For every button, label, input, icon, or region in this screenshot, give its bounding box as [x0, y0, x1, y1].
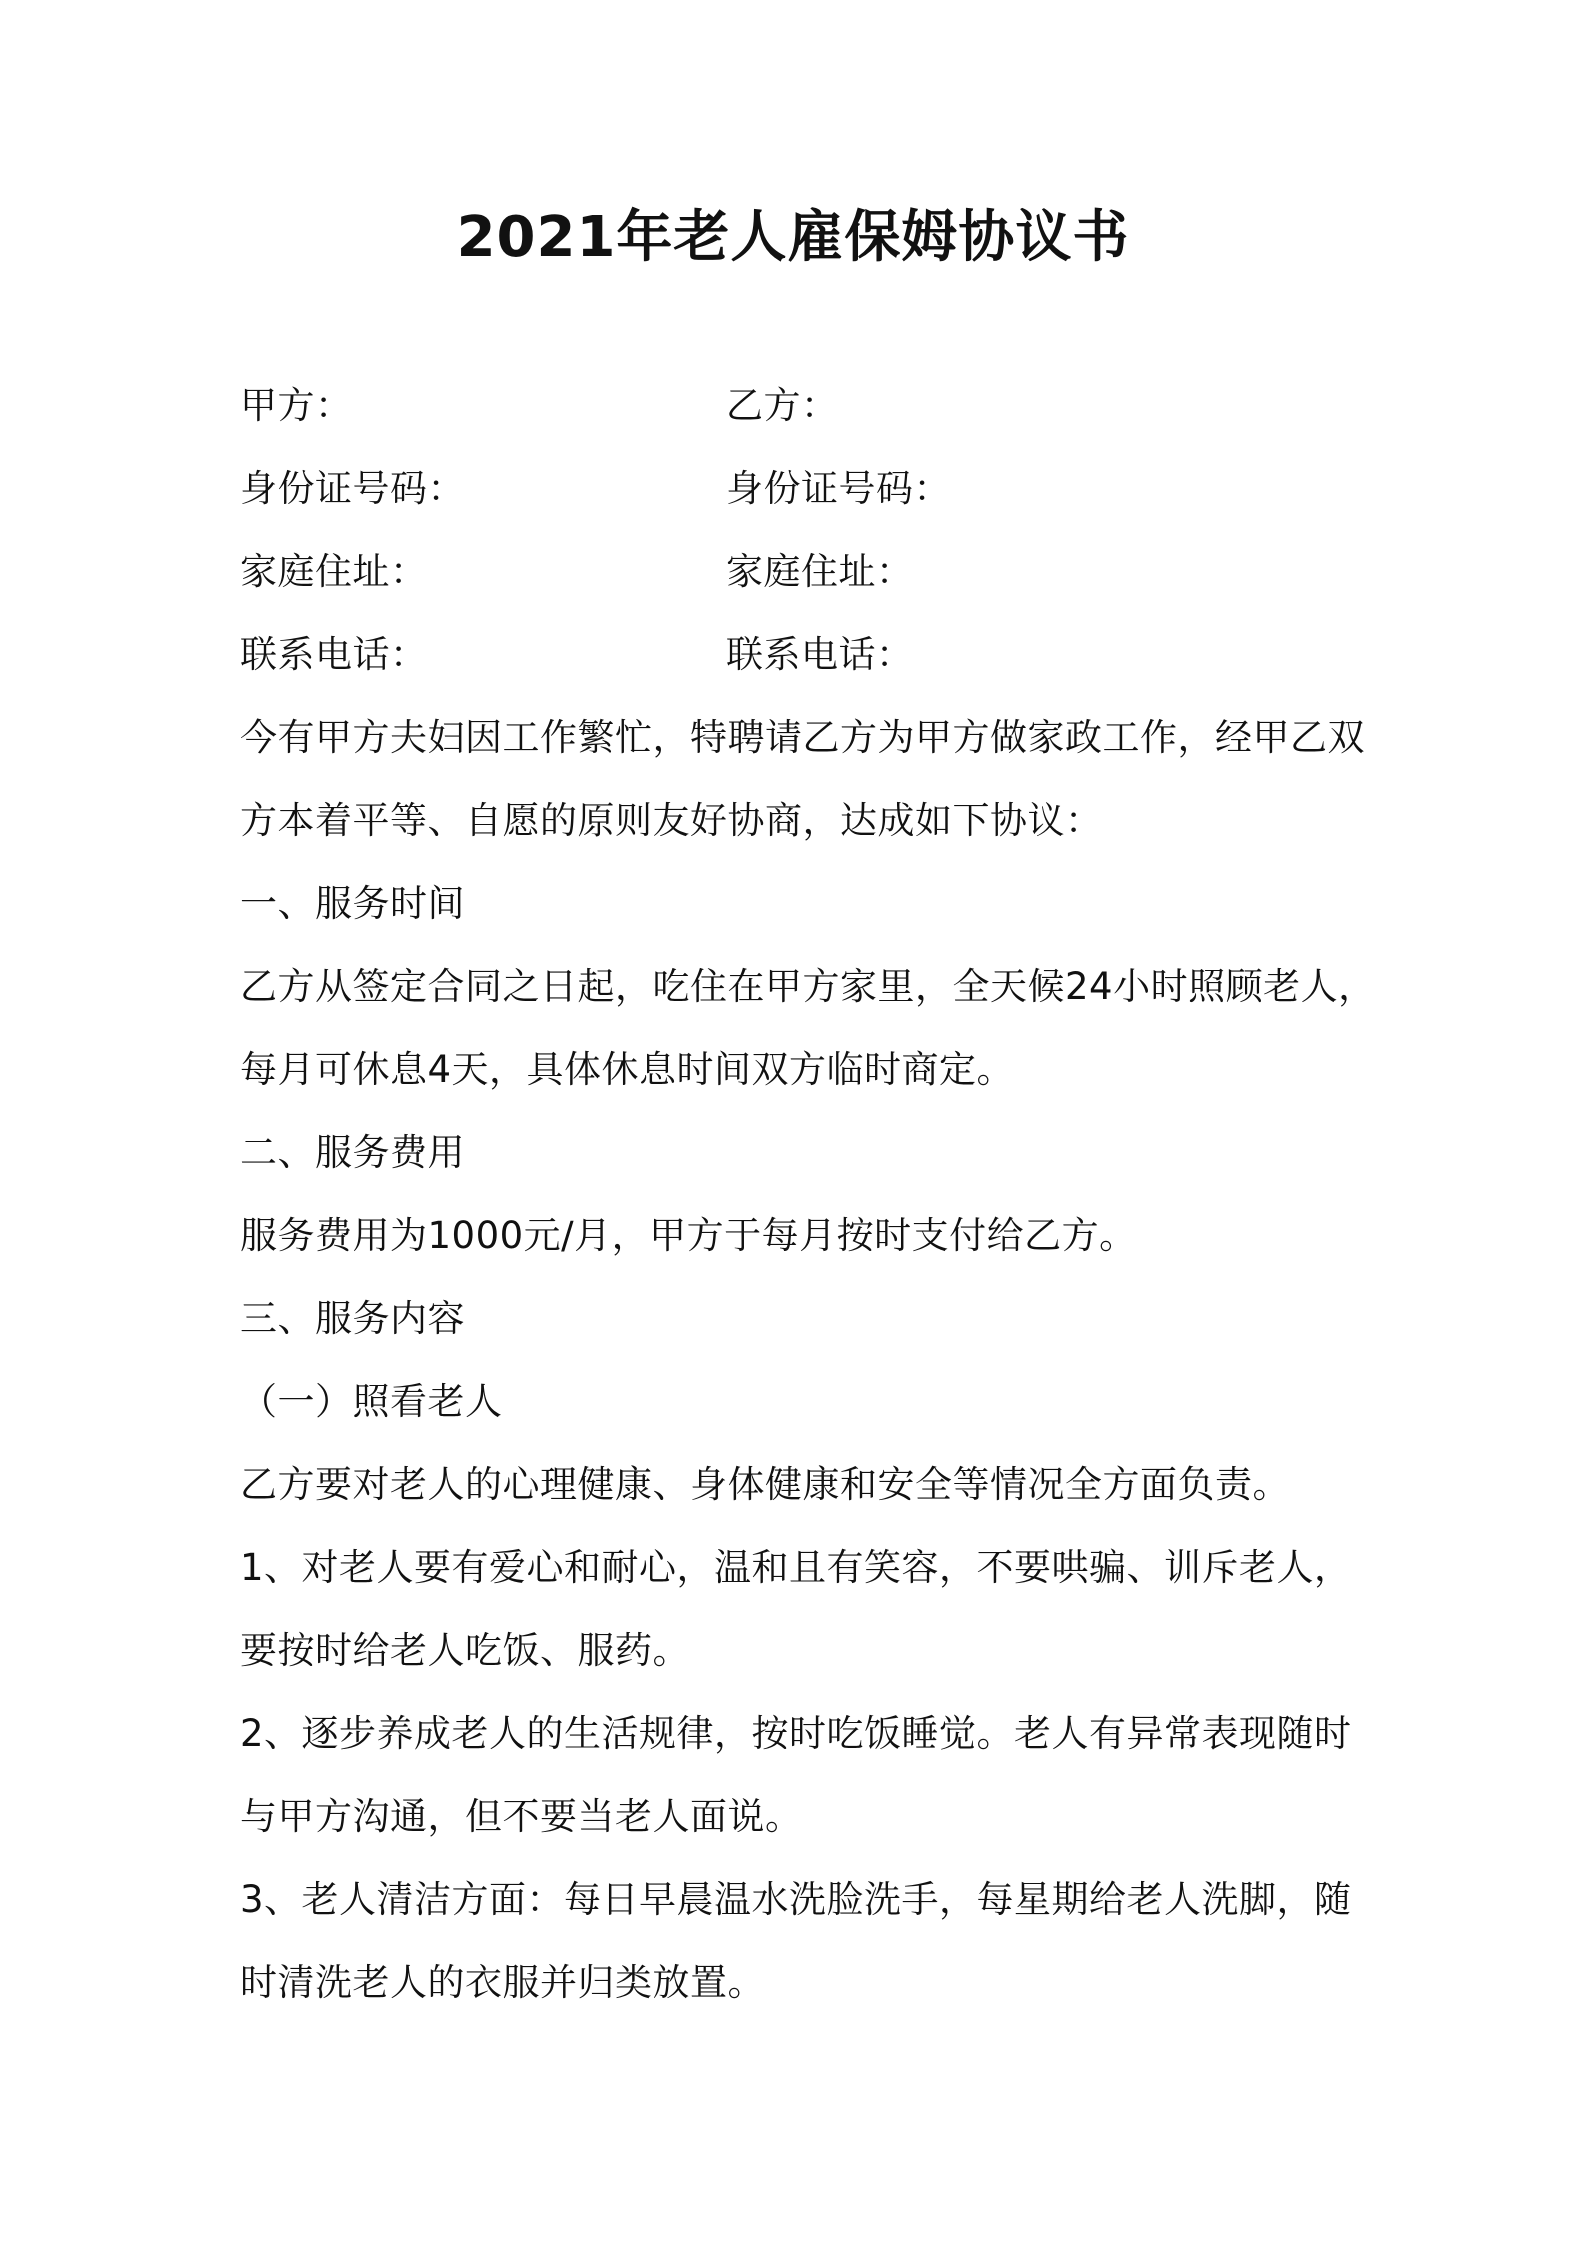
- party-b-phone-label: 联系电话：: [726, 633, 914, 676]
- party-row-name: [240, 364, 1390, 447]
- party-row-address: [240, 530, 1390, 613]
- document-title: 2021年老人雇保姆协议书: [456, 205, 1130, 270]
- party-a-address-label: 家庭住址：: [240, 550, 428, 593]
- text-line: 每月可休息4天，具体休息时间双方临时商定。: [240, 1048, 1015, 1091]
- text-line: 要按时给老人吃饭、服药。: [240, 1629, 690, 1672]
- text-line: 方本着平等、自愿的原则友好协商，达成如下协议：: [240, 799, 1103, 842]
- section-heading-service-time: 一、服务时间: [240, 882, 465, 925]
- text-line: 乙方要对老人的心理健康、身体健康和安全等情况全方面负责。: [240, 1463, 1290, 1506]
- list-item-2: 2、逐步养成老人的生活规律，按时吃饭睡觉。老人有异常表现随时: [240, 1712, 1352, 1755]
- text-line: 乙方从签定合同之日起，吃住在甲方家里，全天候24小时照顾老人，: [240, 965, 1376, 1008]
- text-line: 时清洗老人的衣服并归类放置。: [240, 1961, 765, 2004]
- section-heading-service-content: 三、服务内容: [240, 1297, 465, 1340]
- list-item-1: 1、对老人要有爱心和耐心，温和且有笑容，不要哄骗、训斥老人，: [240, 1546, 1352, 1589]
- text-line: 今有甲方夫妇因工作繁忙，特聘请乙方为甲方做家政工作，经甲乙双: [240, 716, 1365, 759]
- text-line: 服务费用为1000元/月，甲方于每月按时支付给乙方。: [240, 1214, 1137, 1257]
- party-b-name-label: 乙方：: [726, 384, 839, 427]
- subsection-heading-elder-care: （一）照看老人: [240, 1380, 503, 1423]
- party-a-phone-label: 联系电话：: [240, 633, 428, 676]
- section-heading-service-fee: 二、服务费用: [240, 1131, 465, 1174]
- party-b-id-label: 身份证号码：: [726, 467, 951, 510]
- document-body: [240, 364, 1390, 2024]
- party-b-address-label: 家庭住址：: [726, 550, 914, 593]
- party-row-phone: [240, 613, 1390, 696]
- text-line: 与甲方沟通，但不要当老人面说。: [240, 1795, 803, 1838]
- list-item-3: 3、老人清洁方面：每日早晨温水洗脸洗手，每星期给老人洗脚，随: [240, 1878, 1352, 1921]
- party-row-id: [240, 447, 1390, 530]
- party-a-id-label: 身份证号码：: [240, 467, 465, 510]
- party-a-name-label: 甲方：: [240, 384, 353, 427]
